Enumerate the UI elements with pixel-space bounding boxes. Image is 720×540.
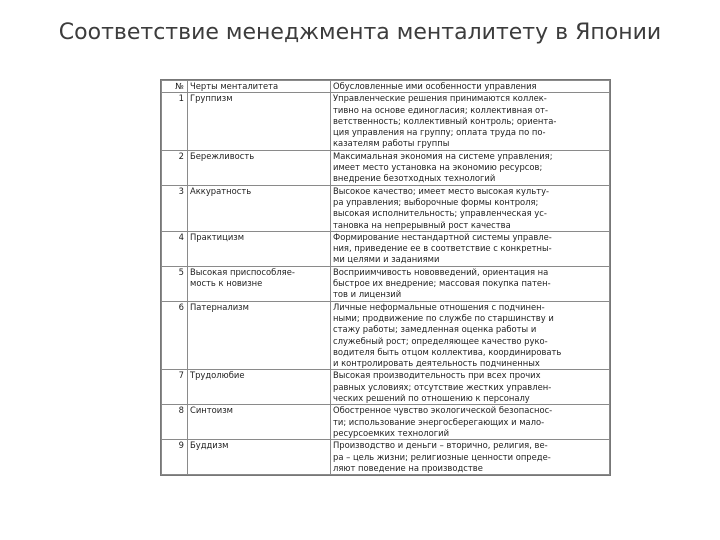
description-line: Высокое качество; имеет место высокая культу- (333, 185, 550, 196)
description-line: Восприимчивость нововведений, ориентация на (333, 266, 549, 277)
description-line: и контролировать деятельность подчиненных (333, 358, 540, 369)
description-line: казателям работы группы (333, 138, 450, 149)
description-line: ра управления; выборочные формы контроля; (333, 196, 539, 207)
description-line: стажу работы; замедленная оценка работы и (333, 324, 537, 335)
description-line: ция управления на группу; оплата труда по по- (333, 127, 546, 138)
description-line: ческих решений по отношению к персоналу (333, 393, 530, 404)
description-line: Производство и деньги – вторично, религия, ве- (333, 440, 548, 451)
row-number: 9 (162, 440, 188, 475)
mentality-management-table-container (160, 79, 611, 476)
description-line: Личные неформальные отношения с подчинен- (333, 301, 545, 312)
description-line: ми целями и заданиями (333, 254, 440, 265)
mentality-management-table (161, 80, 610, 475)
trait-line: Высокая приспособляе- (190, 266, 295, 277)
row-description (331, 440, 610, 475)
table-row (162, 185, 610, 231)
row-description (331, 231, 610, 266)
trait-line: мость к новизне (190, 278, 263, 289)
description-line: водителя быть отцом коллектива, координировать (333, 346, 562, 357)
row-description (331, 405, 610, 440)
table-row (162, 231, 610, 266)
row-number: 3 (162, 185, 188, 231)
header-trait: Черты менталитета (188, 81, 331, 93)
row-trait: Синтоизм (188, 405, 331, 440)
row-trait: Группизм (188, 93, 331, 150)
table-row (162, 150, 610, 185)
slide-title: Соответствие менеджмента менталитету в Японии (58, 20, 662, 45)
row-description (331, 150, 610, 185)
row-trait: Патернализм (188, 301, 331, 370)
table-row (162, 266, 610, 301)
description-line: тановка на непрерывный рост качества (333, 219, 511, 230)
description-line: тивно на основе единогласия; коллективная от- (333, 104, 548, 115)
row-description (331, 93, 610, 150)
table-row (162, 370, 610, 405)
row-description (331, 301, 610, 370)
row-trait: Бережливость (188, 150, 331, 185)
description-line: Максимальная экономия на системе управления; (333, 150, 553, 161)
description-line: внедрение безотходных технологий (333, 173, 496, 184)
row-number: 8 (162, 405, 188, 440)
table-row (162, 301, 610, 370)
description-line: служебный рост; определяющее качество руко- (333, 335, 548, 346)
description-line: Управленческие решения принимаются коллек- (333, 93, 547, 104)
row-number: 4 (162, 231, 188, 266)
row-number: 7 (162, 370, 188, 405)
description-line: ресурсоемких технологий (333, 427, 450, 438)
description-line: Формирование нестандартной системы управле- (333, 231, 552, 242)
description-line: равных условиях; отсутствие жестких управлен- (333, 381, 552, 392)
row-trait: Трудолюбие (188, 370, 331, 405)
table-row (162, 93, 610, 150)
description-line: высокая исполнительность; управленческая ус- (333, 208, 547, 219)
description-line: Высокая производительность при всех прочих (333, 370, 541, 381)
description-line: тов и лицензий (333, 289, 402, 300)
table-header-row (162, 81, 610, 93)
row-description (331, 185, 610, 231)
description-line: ными; продвижение по службе по старшинству и (333, 312, 554, 323)
header-description: Обусловленные ими особенности управления (331, 81, 610, 93)
description-line: Обостренное чувство экологической безопаснос- (333, 405, 553, 416)
description-line: ра – цель жизни; религиозные ценности опреде- (333, 451, 551, 462)
row-trait: Буддизм (188, 440, 331, 475)
row-number: 2 (162, 150, 188, 185)
description-line: ния, приведение ее в соответствие с конкретны- (333, 243, 552, 254)
table-row (162, 405, 610, 440)
table-row (162, 440, 610, 475)
description-line: быстрое их внедрение; массовая покупка патен- (333, 278, 551, 289)
row-trait: Практицизм (188, 231, 331, 266)
row-trait: Аккуратность (188, 185, 331, 231)
row-description (331, 266, 610, 301)
row-number: 6 (162, 301, 188, 370)
description-line: ти; использование энергосберегающих и мало- (333, 416, 545, 427)
description-line: ветственность; коллективный контроль; ориента- (333, 115, 557, 126)
description-line: имеет место установка на экономию ресурсов; (333, 162, 543, 173)
row-description (331, 370, 610, 405)
row-number: 5 (162, 266, 188, 301)
row-number: 1 (162, 93, 188, 150)
header-number: № (162, 81, 188, 93)
row-trait (188, 266, 331, 301)
description-line: ляют поведение на производстве (333, 462, 483, 473)
